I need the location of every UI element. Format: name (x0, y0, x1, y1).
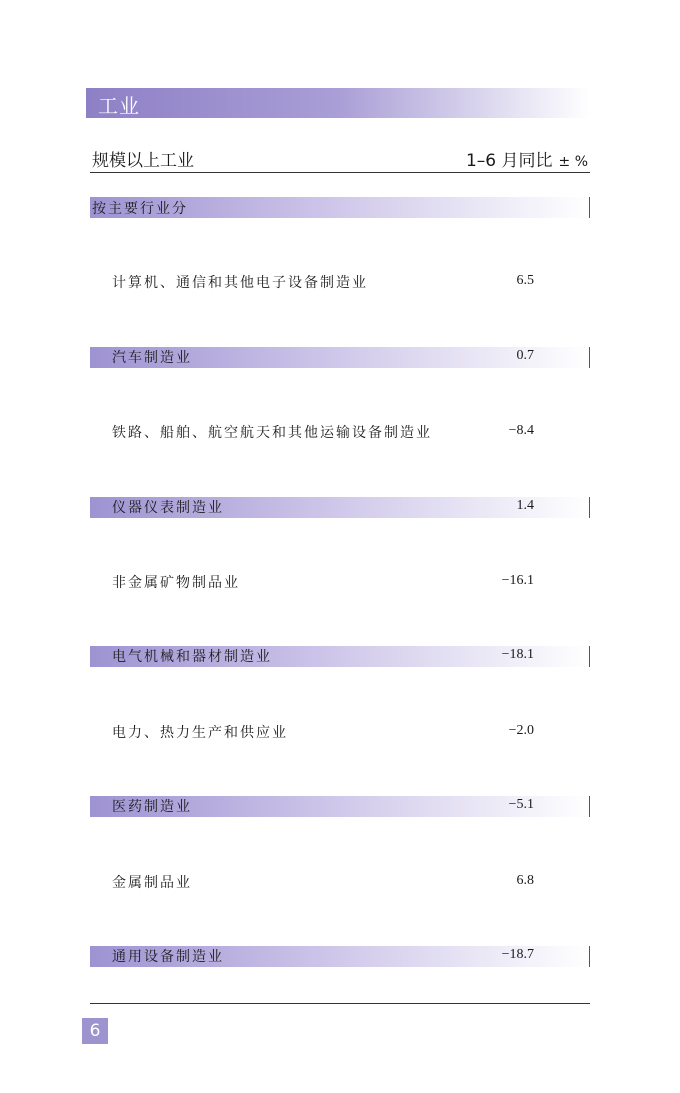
table-header-title: 规模以上工业 (92, 151, 194, 171)
unit-label: ± % (558, 154, 588, 170)
section-title: 工业 (98, 94, 140, 118)
row-value: −8.4 (508, 423, 534, 438)
row-label: 电力、热力生产和供应业 (112, 725, 288, 741)
table-row (90, 796, 590, 820)
row-label: 通用设备制造业 (112, 949, 224, 965)
row-label: 铁路、船舶、航空航天和其他运输设备制造业 (112, 425, 432, 441)
table-row (90, 422, 590, 446)
row-value: 1.4 (516, 498, 534, 513)
row-label: 电气机械和器材制造业 (112, 649, 272, 665)
row-value: 0.7 (516, 348, 534, 363)
row-label: 汽车制造业 (112, 350, 192, 366)
table-row (90, 946, 590, 970)
table-header (90, 146, 590, 172)
group-label: 按主要行业分 (92, 201, 188, 217)
table-row (90, 646, 590, 670)
row-label: 医药制造业 (112, 799, 192, 815)
row-value: −18.7 (501, 947, 534, 962)
table-row (90, 272, 590, 296)
row-label: 仪器仪表制造业 (112, 500, 224, 516)
row-value: 6.8 (516, 873, 534, 888)
table-row (90, 347, 590, 371)
page-number: 6 (82, 1018, 108, 1044)
table-row (90, 497, 590, 521)
table-header-period (466, 146, 588, 171)
table-row (90, 572, 590, 596)
period-label: 1–6 月同比 (465, 151, 553, 171)
row-value: −5.1 (508, 797, 534, 812)
header-rule (90, 172, 590, 173)
row-label: 非金属矿物制品业 (112, 575, 240, 591)
table-row (90, 722, 590, 746)
row-value: −16.1 (501, 573, 534, 588)
footer-rule (90, 1003, 590, 1004)
section-banner (86, 88, 590, 118)
row-value: −2.0 (508, 723, 534, 738)
row-label: 计算机、通信和其他电子设备制造业 (112, 275, 368, 291)
row-value: 6.5 (516, 273, 534, 288)
table-row (90, 872, 590, 896)
row-label: 金属制品业 (112, 875, 192, 891)
band-tick (589, 197, 590, 218)
row-value: −18.1 (501, 647, 534, 662)
